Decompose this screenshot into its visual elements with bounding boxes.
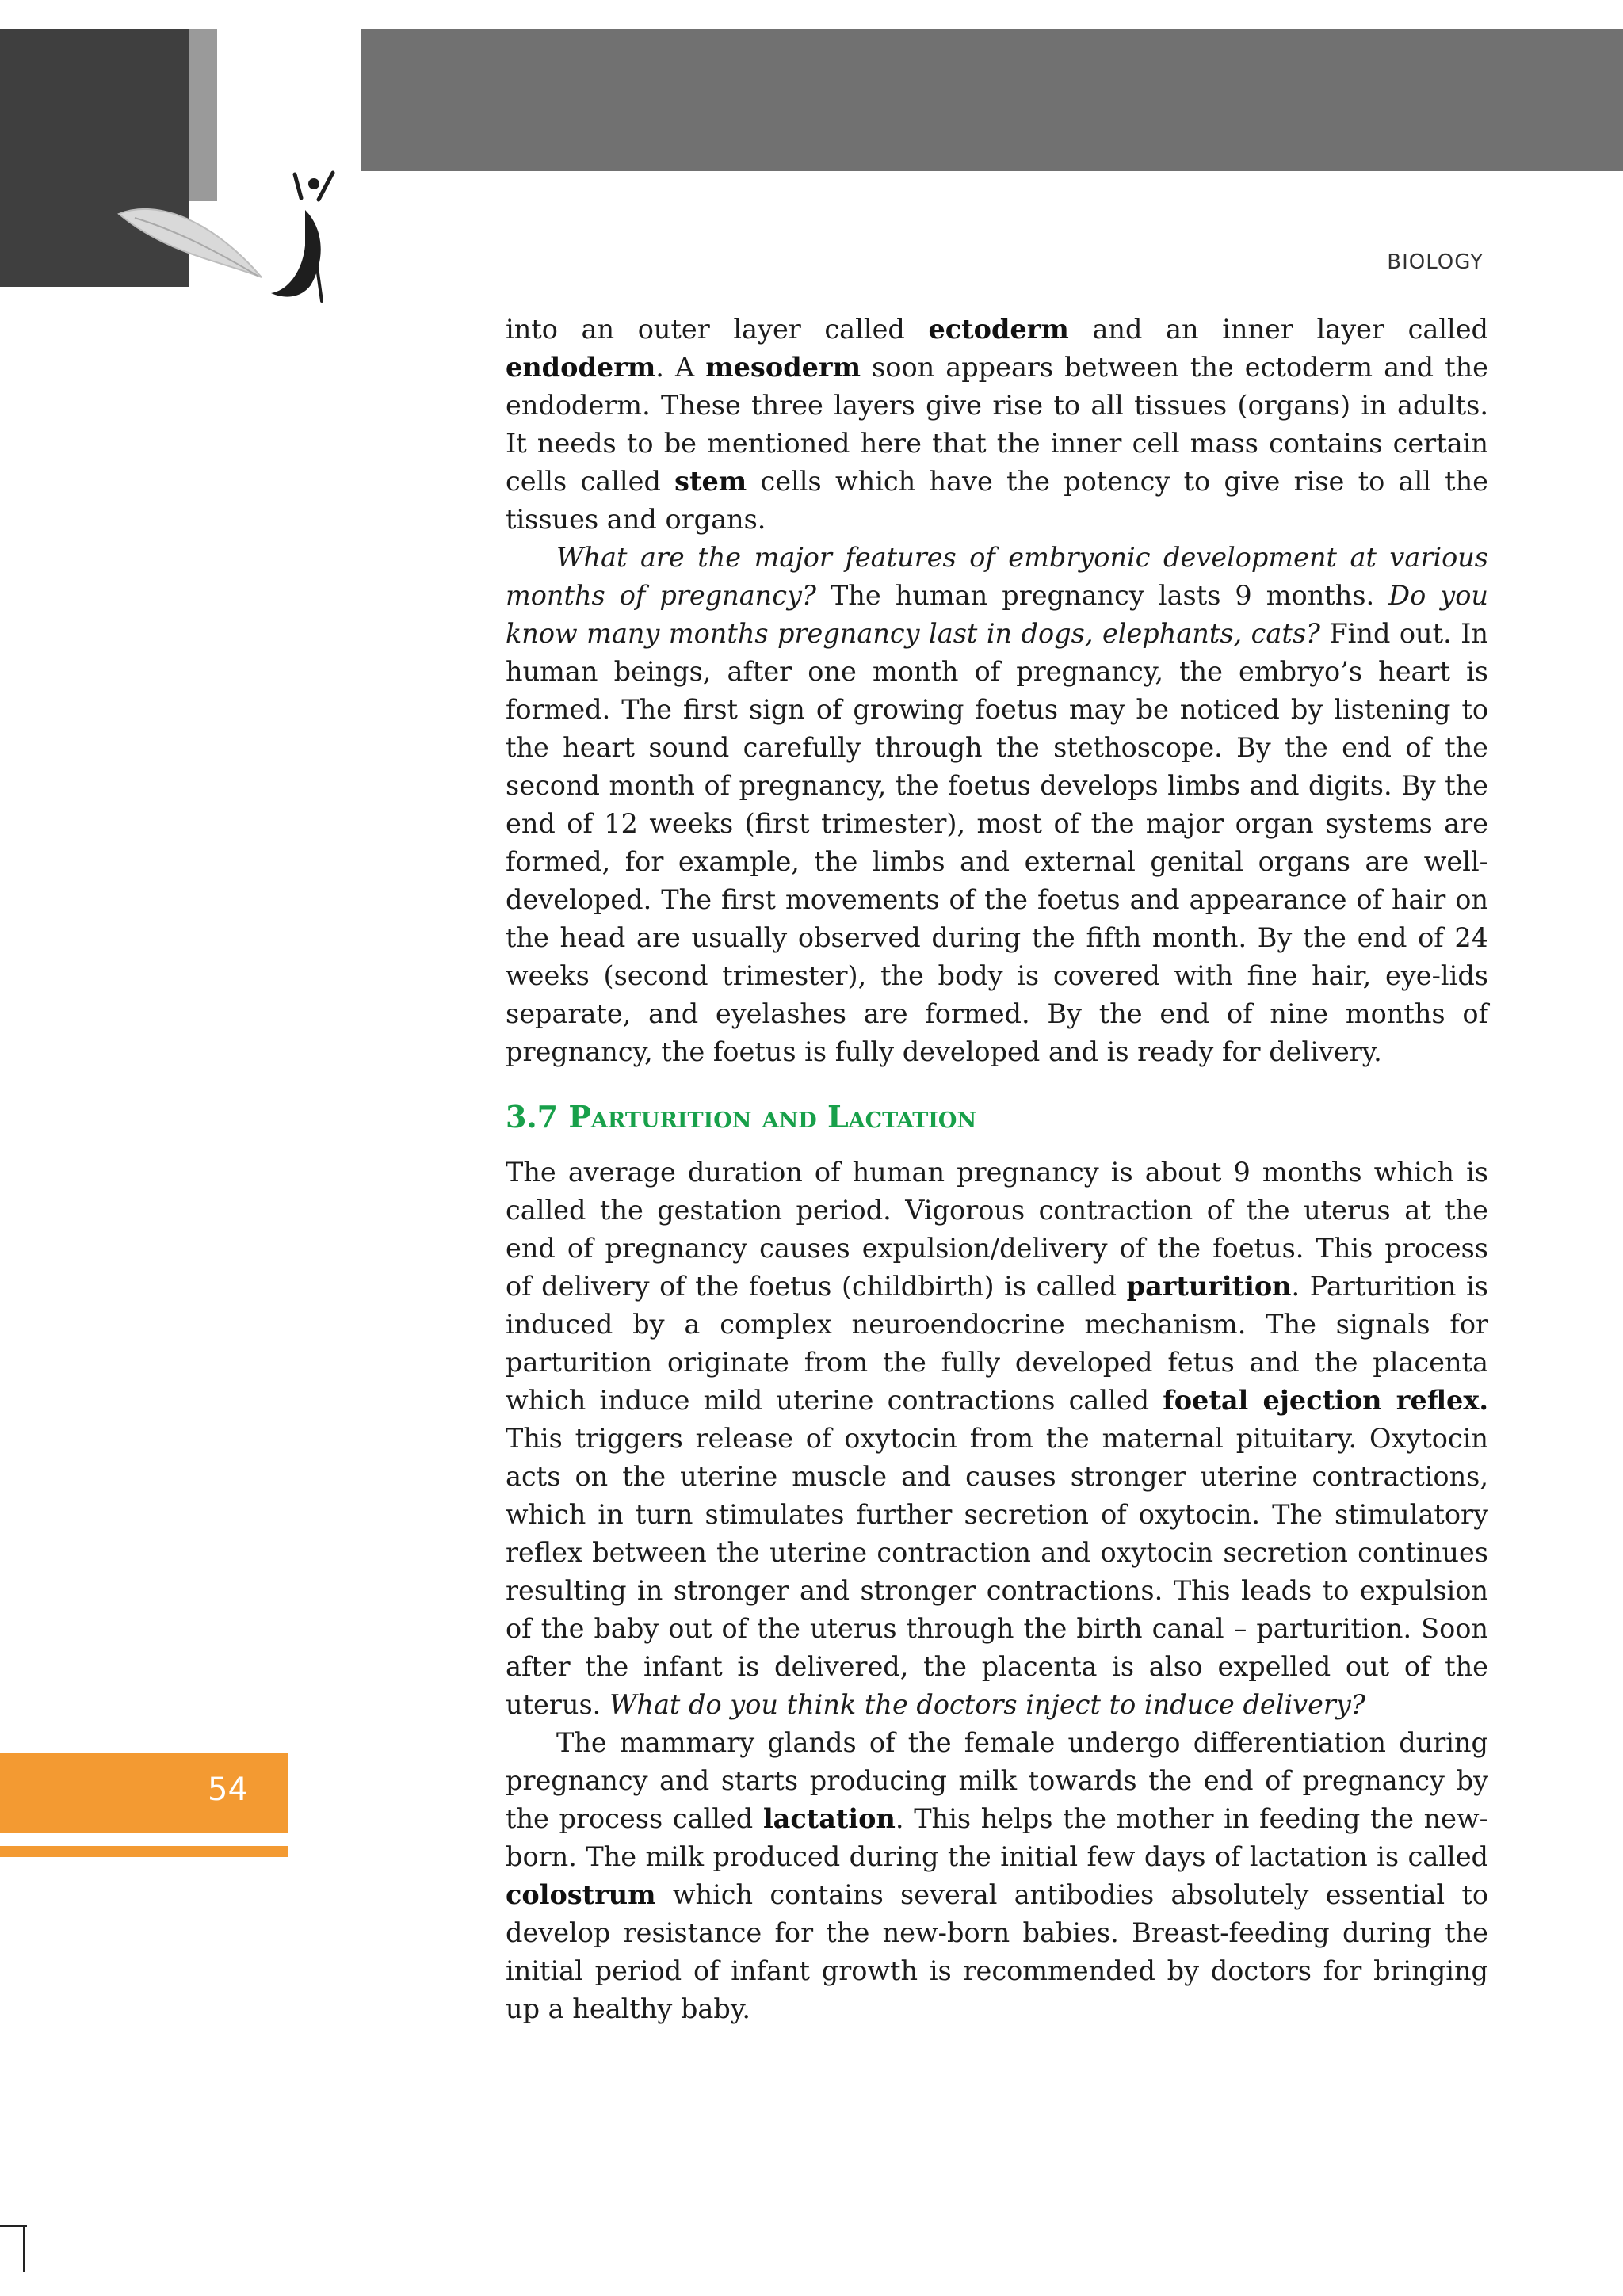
bold-term-endoderm: endoderm xyxy=(506,352,656,383)
bold-term-colostrum: colostrum xyxy=(506,1879,656,1910)
paragraph-parturition xyxy=(506,1154,1488,1724)
page-number: 54 xyxy=(208,1772,248,1808)
text-run: The average duration of human pregnancy is about 9 months which is called the gestation period. Vigorous contraction of the uterus at the end of pregnancy causes expulsion/delivery of the foetus. This process of delivery of the foetus (childbirth) is called xyxy=(506,1157,1488,1302)
paragraph-embryo-layers xyxy=(506,311,1488,539)
bold-term-ectoderm: ectoderm xyxy=(928,314,1069,345)
text-run: soon appears between the ectoderm and the endoderm. These three layers give rise to all tissues (organs) in adults. It needs to be mentioned here that the inner cell mass contains certain cells called xyxy=(506,352,1488,497)
text-run: . Parturition is induced by a complex neuroendocrine mechanism. The signals for parturition originate from the fully developed fetus and the placenta which induce mild uterine contractions called xyxy=(506,1271,1488,1416)
text-run: The mammary glands of the female undergo differentiation during pregnancy and starts producing milk towards the end of pregnancy by the process called xyxy=(506,1727,1488,1834)
running-head: BIOLOGY xyxy=(1387,250,1484,274)
section-heading: 3.7 Parturition and Lactation xyxy=(506,1099,977,1135)
text-run: . A xyxy=(655,352,706,383)
bold-term-lactation: lactation xyxy=(762,1803,896,1834)
text-run: which contains several antibodies absolutely essential to develop resistance for the new-born babies. Breast-feeding during the initial period of infant growth is recommended by doctors for bringing up a healthy baby. xyxy=(506,1879,1488,2024)
text-run: into an outer layer called xyxy=(506,314,929,345)
bold-term-foetal-ejection-reflex: foetal ejection reflex. xyxy=(1163,1385,1488,1416)
bold-term-parturition: parturition xyxy=(1126,1271,1292,1302)
leaf-figure-logo-icon xyxy=(87,166,372,309)
paragraph-lactation xyxy=(506,1724,1488,2028)
header-band xyxy=(361,29,1623,171)
text-run: . This helps the mother in feeding the new-born. The milk produced during the initial few days of lactation is called xyxy=(506,1803,1488,1872)
paragraph-embryonic-development xyxy=(506,539,1488,1071)
italic-question: What do you think the doctors inject to induce delivery? xyxy=(609,1689,1365,1720)
text-run: and an inner layer called xyxy=(1068,314,1489,345)
text-run: The human pregnancy lasts 9 months. xyxy=(815,580,1389,611)
italic-question: Do you know many months pregnancy last in dogs, elephants, cats? xyxy=(506,580,1488,649)
text-run: cells which have the potency to give rise to all the tissues and organs. xyxy=(506,466,1488,535)
body-text xyxy=(506,311,1488,2028)
text-run: Find out. In human beings, after one month of pregnancy, the embryo’s heart is formed. The first sign of growing foetus may be noticed by listening to the heart sound carefully through the stethoscope. By the end of the second month of pregnancy, the foetus develops limbs and digits. By the end of 12 weeks (first trimester), most of the major organ systems are formed, for example, the limbs and external genital organs are well-developed. The first movements of the foetus and appearance of hair on the head are usually observed during the fifth month. By the end of 24 weeks (second trimester), the body is covered with fine hair, eye-lids separate, and eyelashes are formed. By the end of nine months of pregnancy, the foetus is fully developed and is ready for delivery. xyxy=(506,618,1488,1067)
italic-question: What are the major features of embryonic development at various months of pregnancy? xyxy=(506,542,1488,611)
text-run: This triggers release of oxytocin from the maternal pituitary. Oxytocin acts on the uterine muscle and causes stronger uterine contractions, which in turn stimulates further secretion of oxytocin. The stimulatory reflex between the uterine contraction and oxytocin secretion continues resulting in stronger and stronger contractions. This leads to expulsion of the baby out of the uterus through the birth canal – parturition. Soon after the infant is delivered, the placenta is also expelled out of the uterus. xyxy=(506,1423,1488,1720)
bold-term-mesoderm: mesoderm xyxy=(705,352,861,383)
page-number-rule xyxy=(0,1846,288,1857)
bold-term-stem: stem xyxy=(674,466,747,497)
crop-mark-vertical xyxy=(23,2225,25,2272)
